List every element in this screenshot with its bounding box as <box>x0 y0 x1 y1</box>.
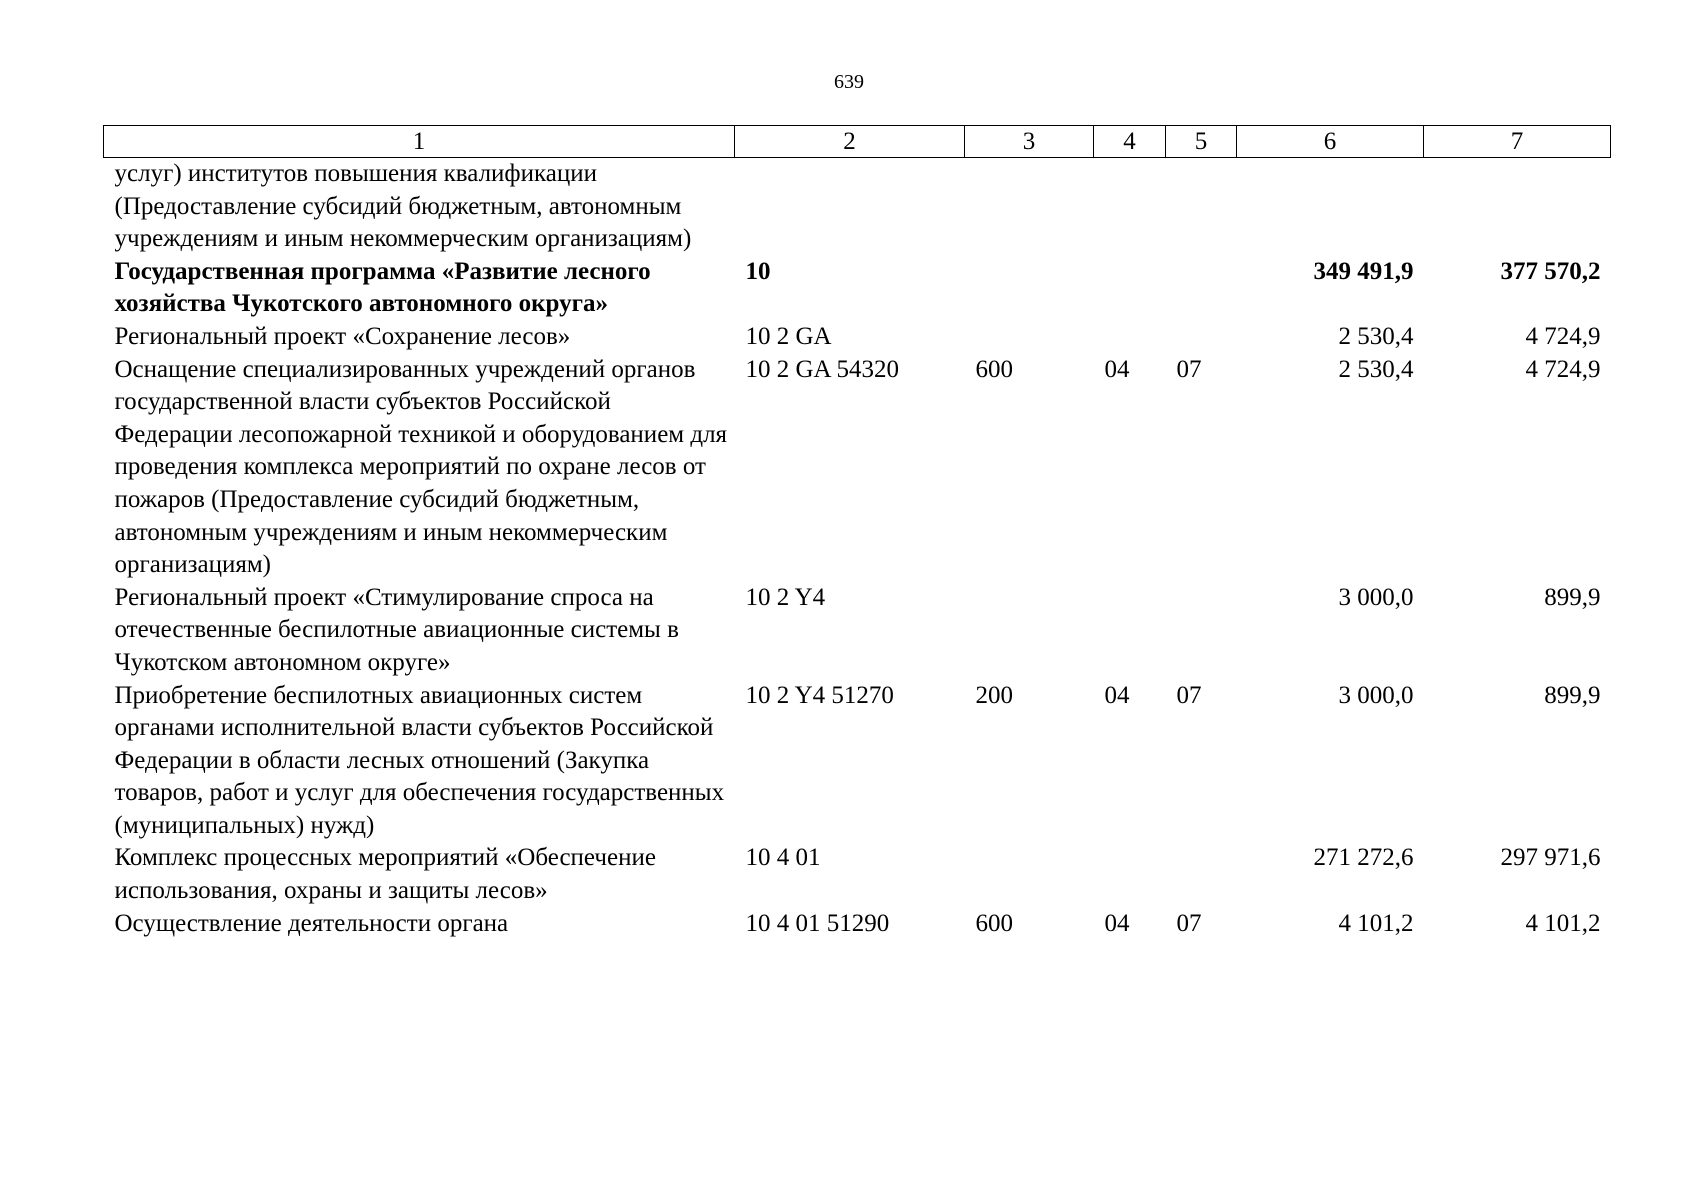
header-col-2: 2 <box>735 126 965 158</box>
row-amount-col6: 3 000,0 <box>1338 583 1414 611</box>
row-code: 10 2 GA <box>745 322 832 350</box>
row-expense-type <box>965 582 1094 680</box>
row-amount-col6: 2 530,4 <box>1338 322 1414 350</box>
row-amount-col7: 4 724,9 <box>1525 355 1601 383</box>
table-row <box>104 321 1611 354</box>
row-subsection: 07 <box>1176 909 1202 937</box>
row-section <box>1094 842 1166 907</box>
row-code: 10 4 01 <box>745 844 821 872</box>
row-name: Осуществление деятельности органа <box>114 909 509 937</box>
header-col-5: 5 <box>1166 126 1237 158</box>
row-name: Приобретение беспилотных авиационных систем органами исполнительной власти субъектов Российской Федерации в области лесных отношений (Закупка товаров, работ и услуг для обеспечения государственных (муниципальных) нужд) <box>114 681 725 839</box>
table-row <box>104 354 1611 582</box>
row-expense-type: 200 <box>975 681 1013 709</box>
row-amount-col7: 377 570,2 <box>1500 257 1601 285</box>
row-amount-col7: 899,9 <box>1544 583 1601 611</box>
header-col-6: 6 <box>1237 126 1424 158</box>
row-amount-col7 <box>1424 158 1611 256</box>
row-name: Оснащение специализированных учреждений органов государственной власти субъектов Российской Федерации лесопожарной техникой и оборудованием для проведения комплекса мероприятий по охране лесов от пожаров (Предоставление субсидий бюджетным, автономным учреждениям и иным некоммерческим организациям) <box>114 355 728 579</box>
table-row <box>104 842 1611 907</box>
row-amount-col6: 271 272,6 <box>1313 844 1414 872</box>
row-section: 04 <box>1104 681 1130 709</box>
header-col-4: 4 <box>1094 126 1166 158</box>
table-row <box>104 908 1611 941</box>
row-subsection <box>1166 842 1237 907</box>
table-row <box>104 256 1611 321</box>
row-section <box>1094 321 1166 354</box>
row-amount-col6: 2 530,4 <box>1338 355 1414 383</box>
header-col-1: 1 <box>104 126 735 158</box>
table-header <box>104 126 1611 158</box>
row-subsection <box>1166 321 1237 354</box>
table-row <box>104 582 1611 680</box>
row-code <box>735 158 965 256</box>
row-name: Комплекс процессных мероприятий «Обеспечение использования, охраны и защиты лесов» <box>114 844 656 905</box>
row-subsection: 07 <box>1176 355 1202 383</box>
row-amount-col7: 4 724,9 <box>1525 322 1601 350</box>
row-amount-col6: 349 491,9 <box>1313 257 1414 285</box>
row-section <box>1094 582 1166 680</box>
page-number: 639 <box>834 71 864 93</box>
row-name: Государственная программа «Развитие лесного хозяйства Чукотского автономного округа» <box>114 257 651 318</box>
header-row <box>104 126 1611 158</box>
row-code: 10 <box>745 257 771 285</box>
row-expense-type: 600 <box>975 909 1013 937</box>
row-name: Региональный проект «Сохранение лесов» <box>114 322 571 350</box>
row-subsection <box>1166 158 1237 256</box>
row-expense-type: 600 <box>975 355 1013 383</box>
row-amount-col6: 3 000,0 <box>1338 681 1414 709</box>
row-subsection <box>1166 582 1237 680</box>
budget-table <box>103 125 1611 940</box>
table-row <box>104 158 1611 256</box>
row-expense-type <box>965 842 1094 907</box>
row-amount-col7: 899,9 <box>1544 681 1601 709</box>
row-expense-type <box>965 158 1094 256</box>
header-col-3: 3 <box>965 126 1094 158</box>
row-section: 04 <box>1104 355 1130 383</box>
row-code: 10 4 01 51290 <box>745 909 890 937</box>
row-section <box>1094 256 1166 321</box>
row-code: 10 2 Y4 <box>745 583 826 611</box>
row-name: услуг) институтов повышения квалификации (Предоставление субсидий бюджетным, автономным учреждениям и иным некоммерческим организациям) <box>114 160 692 253</box>
row-section: 04 <box>1104 909 1130 937</box>
header-col-7: 7 <box>1424 126 1611 158</box>
table-row <box>104 680 1611 843</box>
row-amount-col6: 4 101,2 <box>1338 909 1414 937</box>
row-subsection: 07 <box>1176 681 1202 709</box>
row-expense-type <box>965 256 1094 321</box>
row-code: 10 2 Y4 51270 <box>745 681 894 709</box>
row-name: Региональный проект «Стимулирование спроса на отечественные беспилотные авиационные системы в Чукотском автономном округе» <box>114 583 679 676</box>
row-code: 10 2 GA 54320 <box>745 355 899 383</box>
table-body <box>104 158 1611 941</box>
row-amount-col7: 4 101,2 <box>1525 909 1601 937</box>
row-amount-col7: 297 971,6 <box>1500 844 1601 872</box>
row-amount-col6 <box>1237 158 1424 256</box>
row-subsection <box>1166 256 1237 321</box>
row-section <box>1094 158 1166 256</box>
row-expense-type <box>965 321 1094 354</box>
